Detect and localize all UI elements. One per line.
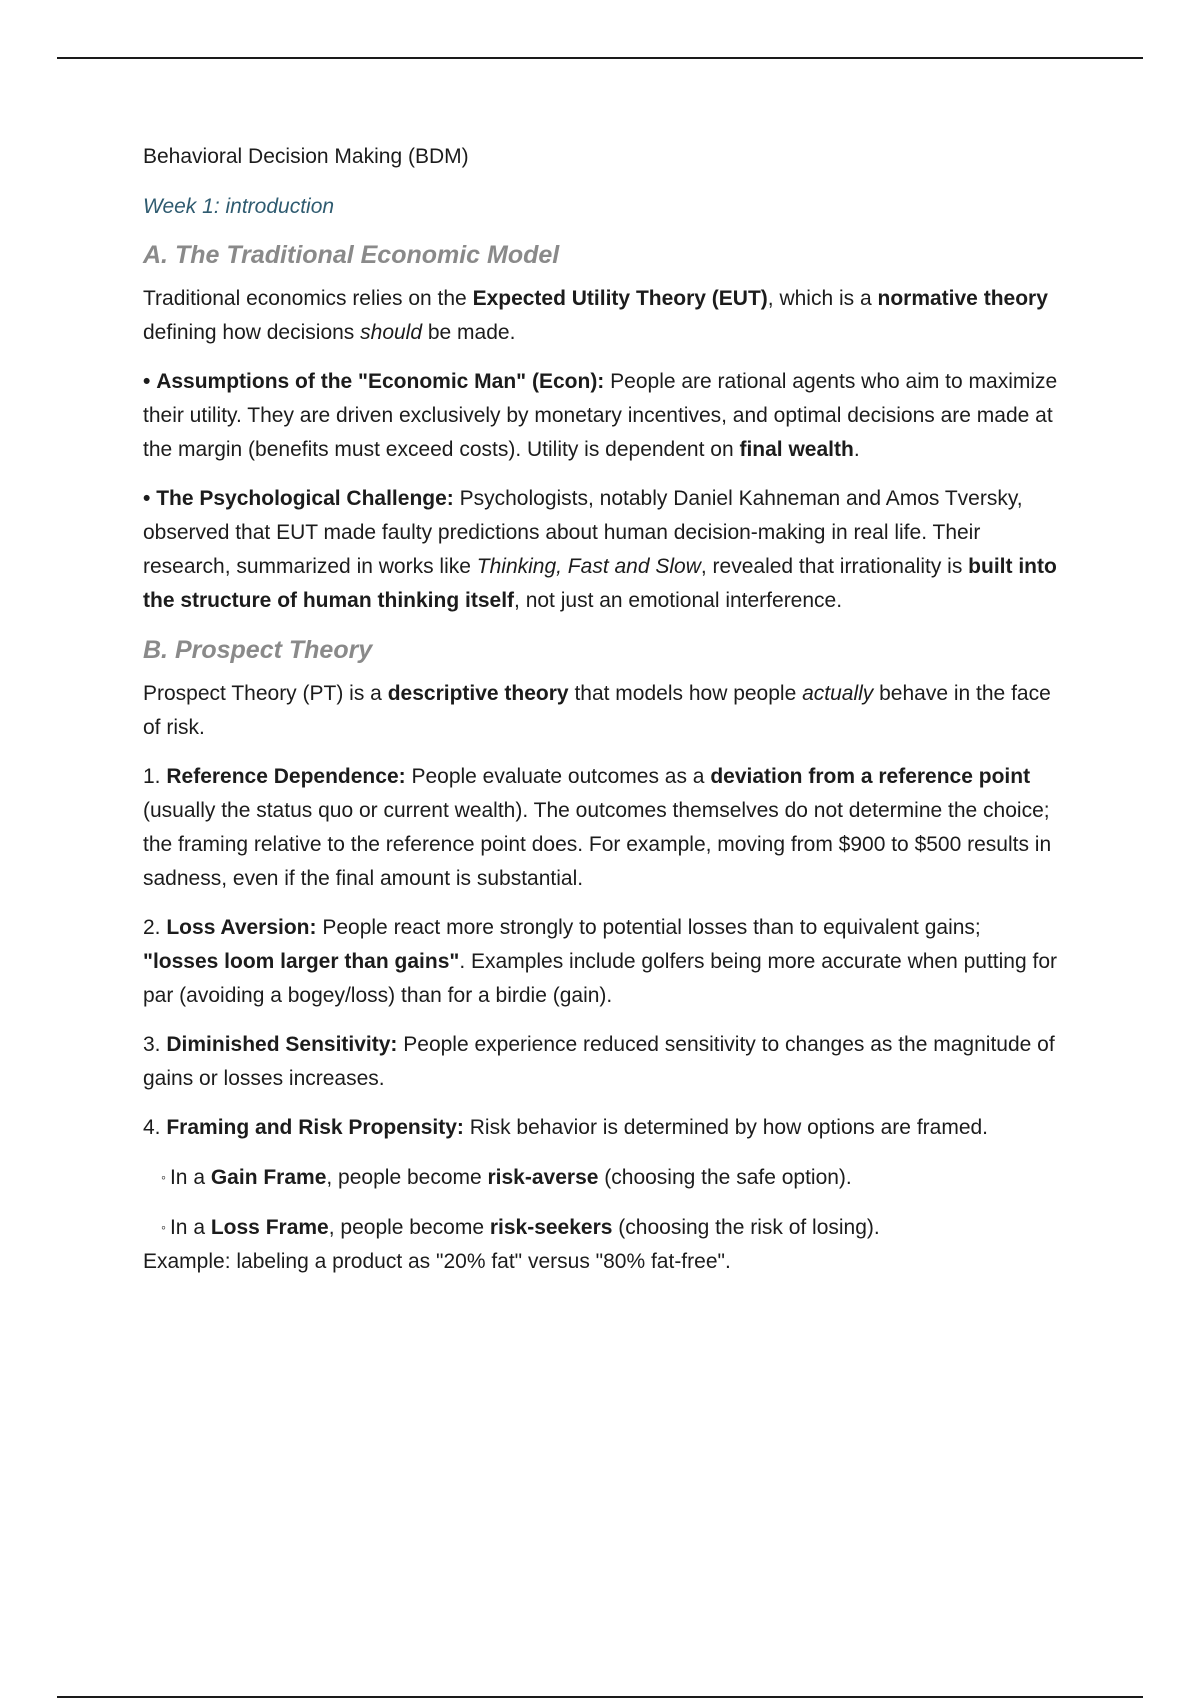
item-framing-risk: 4. Framing and Risk Propensity: Risk behavior is determined by how options are framed. [143, 1116, 989, 1139]
item-diminished-sensitivity: 3. Diminished Sensitivity: People experience reduced sensitivity to changes as the magnitude of gains or losses increases. [143, 1033, 1055, 1090]
footer-rule [57, 1696, 1143, 1698]
document-body [143, 140, 1058, 1279]
header-rule [57, 57, 1143, 59]
circle-bullet-icon: ◦ [161, 1169, 166, 1185]
week-heading: Week 1: introduction [143, 195, 335, 218]
section-a-intro: Traditional economics relies on the Expected Utility Theory (EUT), which is a normative theory defining how decisions should be made. [143, 287, 1048, 344]
bullet-marker: • [143, 487, 151, 510]
bullet-economic-man: • Assumptions of the "Economic Man" (Econ): People are rational agents who aim to maximize their utility. They are driven exclusively by monetary incentives, and optimal decisions are made at the margin (benefits must exceed costs). Utility is dependent on final wealth. [143, 370, 1058, 461]
section-b-heading: B. Prospect Theory [143, 636, 373, 664]
section-a-heading: A. The Traditional Economic Model [143, 241, 560, 269]
circle-bullet-icon: ◦ [161, 1219, 166, 1235]
item-reference-dependence: 1. Reference Dependence: People evaluate outcomes as a deviation from a reference point (usually the status quo or current wealth). The outcomes themselves do not determine the choice; the framing relative to the reference point does. For example, moving from $900 to $500 results in sadness, even if the final amount is substantial. [143, 765, 1052, 890]
bullet-marker: • [143, 370, 151, 393]
sub-item-loss-frame: ◦ In a Loss Frame, people become risk-seekers (choosing the risk of losing). [161, 1216, 880, 1239]
bullet-psychological-challenge: • The Psychological Challenge: Psychologists, notably Daniel Kahneman and Amos Tversky, observed that EUT made faulty predictions about human decision-making in real life. Their research, summarized in works like Thinking, Fast and Slow, revealed that irrationality is built into the structure of human thinking itself, not just an emotional interference. [143, 487, 1057, 612]
item-loss-aversion: 2. Loss Aversion: People react more strongly to potential losses than to equivalent gains; "losses loom larger than gains". Examples include golfers being more accurate when putting for par (avoiding a bogey/loss) than for a birdie (gain). [143, 916, 1058, 1007]
sub-item-gain-frame: ◦ In a Gain Frame, people become risk-averse (choosing the safe option). [161, 1166, 852, 1189]
section-b-intro: Prospect Theory (PT) is a descriptive theory that models how people actually behave in the face of risk. [143, 682, 1051, 739]
document-title: Behavioral Decision Making (BDM) [143, 145, 469, 168]
framing-example: Example: labeling a product as "20% fat" versus "80% fat-free". [143, 1250, 731, 1273]
